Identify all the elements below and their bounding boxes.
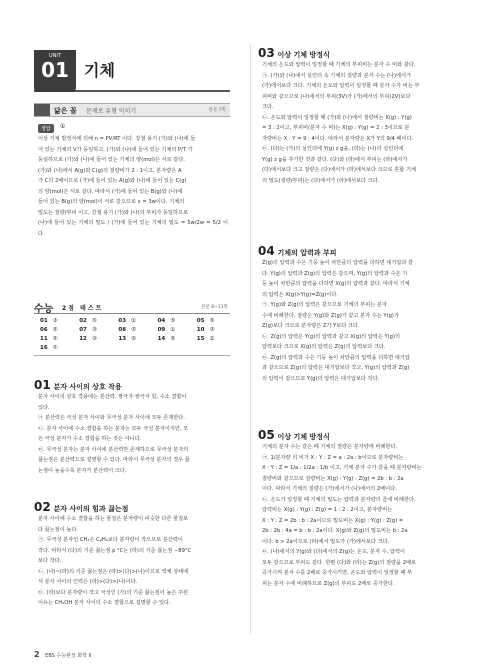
answer-choice: ⑤ (52, 327, 58, 333)
answer-choice: ⑤ (52, 336, 58, 342)
answer-table (34, 300, 230, 356)
question-01-line: ㉠ 분산력은 극성 분자 사이와 무극성 분자 사이에 모두 존재한다. (38, 415, 185, 421)
question-04-line: 수에 비례한다. 질량은 Y(g)와 Z(g)가 같고 분자 수는 Y(g)가 (262, 312, 399, 319)
question-05-line: 이다. b > 2a이므로 (라)에서 밀도가 (가)에서보다 크다. (262, 538, 390, 545)
question-05-line: 이다. 따라서 기체의 질량은 (가)에서가 (나)에서의 2배이다. (262, 486, 397, 492)
answer-choice: ⑤ (131, 336, 136, 342)
answer-cell (34, 345, 73, 351)
chapter-header (34, 50, 230, 92)
question-04-line: Z(g)보다 크므로 분자량은 Z가 Y보다 크다. (262, 323, 360, 329)
question-02-line: ㉢. (라)보다 분자량이 작고 극성인 (가)의 기준 끓는점이 높은 주된 (38, 589, 189, 596)
answer-cell (112, 318, 151, 324)
answer-tag: 정답 (38, 124, 54, 133)
answer-cell (112, 336, 151, 342)
question-03-line: ㉡. 온도와 압력이 일정할 때 (가)와 (나)에서 질량비는 X(g) : Y(g) (262, 114, 412, 121)
question-01-body (38, 392, 228, 476)
question-05-line: ㉠. 1/분자량 의 비가 X : Y : Z = a : 2a : b이므로 분자량비는 (262, 454, 404, 461)
answer-choice: ⑤ (170, 336, 176, 342)
answer-table-header (34, 300, 230, 314)
question-01-line: ㉢. 무극성 분자는 분자 사이에 분산력만 존재하므로 무극성 분자의 (38, 446, 189, 453)
answer-number: 01 (40, 318, 48, 324)
question-03-title: 이상 기체 방정식 (277, 51, 330, 59)
question-01-line: 는점이 높을수록 분자가 분산력이 크다. (38, 467, 127, 474)
chapter-title: 기체 (84, 61, 115, 80)
intro-line: 들어 있는 B(g)의 양(mol)이 서로 같으므로 x = 3w이다. 기체의 (38, 199, 185, 205)
question-04-line: Z(g)의 압력과 수은 기둥 높이 차만큼의 압력을 더하면 대기압과 같 (262, 260, 414, 266)
question-02-line: ㉡. (나)~(라)의 기준 끓는점은 (라)>(다)>(나)이므로 액체 상태에 (38, 568, 189, 575)
answer-number: 10 (196, 327, 205, 333)
answer-choice: ① (131, 318, 136, 324)
answer-choice: ③ (91, 336, 97, 342)
chapter-badge (34, 50, 76, 92)
intro-line: 이상 기체 방정식에 의해 n = PV/RT 이다. 강철 용기 (가)와 (나)에 들 (38, 136, 196, 142)
question-04-line: 압력보다 크므로 X(g)의 압력은 Z(g)의 압력보다 크다. (262, 344, 386, 350)
intro-line: 어 있는 기체의 V가 동일하고, (가)와 (나)에 들어 있는 기체의 P/T 가 (38, 146, 193, 153)
question-02-body (38, 514, 228, 609)
answer-choice: ③ (209, 327, 215, 333)
question-02-heading (34, 500, 128, 514)
question-05-line: X : Y : Z = 1/a : 1/2a : 1/b 이고, 기체 분자 수가 같을 때 분자량비는 (262, 465, 422, 471)
answer-choice: ③ (91, 327, 97, 333)
section-title: 닮은 꼴 (54, 107, 77, 115)
question-05-line: 질량비와 같으므로 질량비는 X(g) : Y(g) : Z(g) = 2b : b : 2a (262, 475, 404, 482)
question-03-line: 크다. (262, 104, 274, 110)
question-01-line: 있다. (38, 404, 50, 411)
section-bar (34, 103, 230, 117)
answer-number: 15 (196, 336, 205, 342)
question-03-line: 자량비는 X : Y = 9 : 4이다. 따라서 분자량은 X가 Y의 9/4 배이다. (262, 135, 414, 142)
answer-choice: ⑤ (131, 327, 136, 333)
answer-value: ① (60, 123, 66, 130)
question-02-line: 보다 작다. (38, 558, 62, 564)
answer-number: 14 (157, 336, 166, 342)
question-03-line: = 3 : 2이고, 부피비(분자 수 비)는 X(g) : Y(g) = 2 : 3이므로 분 (262, 125, 410, 131)
question-04-line: 과 같으므로 Z(g)의 압력은 대기압보다 작고, Y(g)의 압력과 Z(g) (262, 365, 410, 371)
answer-choice: ⑤ (52, 345, 58, 351)
chapter-unit-label: UNIT (49, 53, 61, 59)
question-02-line: 서 분자 사이의 인력은 (라)>(다)>(나)이다. (38, 579, 138, 585)
intro-line: 가 C의 2배이므로 (가)에 들어 있는 A(g)와 (나)에 들어 있는 C(g) (38, 178, 187, 184)
answer-cell (191, 327, 230, 333)
answer-table-label: 2점 테스트 (62, 305, 104, 312)
question-03-body (262, 60, 467, 186)
answer-number: 06 (40, 327, 48, 333)
answer-choice: ⑤ (170, 318, 176, 324)
question-05-line: X : Y : Z = 2b : b : 2a이므로 밀도비는 X(g) : Y(g) : Z(g) = (262, 517, 404, 524)
question-04-title: 기체의 압력과 부피 (277, 249, 337, 257)
question-02-line: ㉠. 무극성 분자인 CH₄은 C₂H₆보다 분자량이 작으므로 분산력이 (38, 537, 183, 543)
answer-choice: ⑤ (209, 318, 215, 324)
question-01-line: 끓는점은 분산력으로 설명할 수 있다. 따라서 무극성 분자의 경우 끓 (38, 457, 190, 463)
intro-explanation (38, 134, 228, 239)
question-05-title: 이상 기체 방정식 (277, 433, 330, 441)
answer-table-badge: 수능 (34, 304, 54, 315)
answer-number: 13 (118, 336, 127, 342)
intro-line: 의 양(mol)은 서로 같다. 따라서 (가)에 들어 있는 B(g)와 (나)에 (38, 188, 183, 195)
answer-number: 12 (79, 336, 87, 342)
question-04-line: ㉠. Y(g)와 Z(g)의 압력은 같으므로 기체의 부피는 분자 (262, 302, 387, 308)
section-subtitle: 문제로 유형 익히기 (86, 108, 137, 115)
answer-number: 03 (118, 318, 127, 324)
answer-cell (34, 327, 73, 333)
answer-choice: ② (209, 336, 215, 342)
page-number: 2 (34, 650, 40, 659)
question-05-line: 기체의 분자 수는 같은 때 기체의 질량은 분자량에 비례한다. (262, 444, 398, 450)
answer-number: 16 (40, 345, 48, 351)
intro-line: 동일하므로 (가)와 (나)에 들어 있는 기체의 양(mol)은 서로 같다. (38, 157, 185, 163)
answer-cell (152, 336, 191, 342)
section-page-ref: 본문 7쪽 (208, 108, 226, 113)
question-04-heading (258, 244, 336, 258)
answer-grid (34, 314, 230, 356)
answer-cell (73, 327, 112, 333)
question-05-heading (258, 428, 330, 442)
answer-cell (73, 318, 112, 324)
question-04-number: 04 (258, 244, 275, 258)
answer-cell (112, 327, 151, 333)
answer-number: 07 (79, 327, 87, 333)
question-03-line: 피비와 같으므로 (나)에서의 부피(3V)가 (가)에서의 부피(2V)보다 (262, 93, 411, 100)
question-01-line: 분자 사이의 상호 작용에는 분산력, 쌍극자·쌍극자 힘, 수소 결합이 (38, 394, 187, 400)
question-04-line: 의 압력은 X(g)>Y(g)=Z(g)이다. (262, 291, 339, 298)
question-05-line: 2b : 2b : 4a = b : b : 2a이다. X(g)와 Z(g)의 밀도비는 b : 2a (262, 528, 408, 534)
answer-choice: ③ (52, 318, 58, 324)
question-03-line: ㉠. (가)와 (나)에서 실린더 속 기체의 질량과 분자 수는 (나)에서가 (262, 72, 412, 79)
answer-number: 08 (118, 327, 127, 333)
section-bar-marker (34, 104, 50, 116)
question-04-body (262, 258, 467, 384)
question-04-line: 둥 높이 차만큼의 압력을 더하면 X(g)의 압력과 같다. 따라서 기체 (262, 281, 410, 287)
question-02-line: 분자 사이에 수소 결합을 하는 물질은 분자량이 비슷한 다른 물질보 (38, 516, 189, 522)
question-03-number: 03 (258, 46, 275, 60)
question-01-title: 분자 사이의 상호 작용 (53, 383, 122, 391)
question-05-line: 모두 같으므로 부피도 같다. 한편 (다)와 (라)는 Z(g)의 질량을 2배로 (262, 559, 417, 566)
question-03-line: 의 밀도(질량/부피)는 (다)에서가 (라)에서보다 크다. (262, 177, 380, 184)
question-01-number: 01 (34, 378, 51, 392)
answer-cell (191, 336, 230, 342)
question-05-line: 증가시켜 분자 수를 2배로 증가시키면, 온도와 압력이 일정할 때 부 (262, 570, 413, 576)
question-05-line: ㉢. (나)에서의 Y(g)와 (다)에서의 Z(g)는 온도, 분자 수, 압력이 (262, 549, 406, 555)
question-03-line: (다)에서보다 크고 질량은 (다)에서가 (라)에서보다 크므로 혼합 기체 (262, 167, 416, 173)
question-01-line: ㉡. 분자 사이에 수소 결합을 하는 분자는 모두 극성 분자이지만, 모 (38, 425, 189, 432)
answer-cell (34, 318, 73, 324)
question-03-line: Y(g) z g을 추가한 것과 같다. (다)와 (라)에서 부피는 (라)에서가 (262, 156, 408, 163)
answer-cell (34, 336, 73, 342)
answer-number: 02 (79, 318, 87, 324)
chapter-number: 01 (41, 58, 69, 82)
answer-choice: ① (170, 327, 176, 333)
intro-line: 밀도는 질량/부피 이고, 강철 용기 (가)와 (나)의 부피가 동일하므로 (38, 209, 188, 216)
question-02-line: 작다. 따라서 (다)의 기준 끓는점 p °C는 (라)의 기준 끓는점 −89°C (38, 547, 192, 554)
answer-number: 11 (40, 336, 48, 342)
question-05-line: 압력비는 X(g) : Y(g) : Z(g) = 1 : 2 : 2이고, 분자량비는 (262, 507, 393, 513)
question-04-line: 다. Y(g)의 압력과 Z(g)의 압력은 같으며, Y(g)의 압력과 수은 기 (262, 270, 408, 277)
page-footer (34, 650, 91, 659)
question-03-line: (가)에서보다 크다. 기체의 온도와 압력이 일정할 때 분자 수가 비는 부 (262, 83, 420, 89)
question-03-heading (258, 46, 330, 60)
question-01-line: 든 극성 분자가 수소 결합을 하는 것은 아니다. (38, 436, 142, 442)
question-02-title: 분자 사이의 힘과 끓는점 (53, 505, 129, 513)
question-02-line: 이유는 CH₃OH 분자 사이의 수소 결합으로 설명할 수 있다. (38, 600, 171, 606)
answer-cell (152, 327, 191, 333)
answer-number: 09 (157, 327, 166, 333)
answer-number: 04 (157, 318, 166, 324)
answer-table-meta: 본문 8~11쪽 (201, 305, 228, 310)
answer-number: 05 (196, 318, 205, 324)
question-05-number: 05 (258, 428, 275, 442)
question-04-line: ㉡. Z(g)의 압력은 Y(g)의 압력과 같고 X(g)의 압력은 Y(g)의 (262, 333, 401, 340)
question-02-line: 다 끓는점이 높다. (38, 526, 79, 533)
question-05-body (262, 442, 467, 589)
question-05-line: ㉡. 온도가 일정할 때 기체의 밀도는 압력과 분자량의 곱에 비례한다. (262, 496, 416, 503)
question-04-line: 의 압력이 같으므로 Y(g)의 압력은 대기압보다 작다. (262, 375, 380, 382)
footer-text: EBS 수능완성 화학 Ⅱ (45, 653, 92, 659)
intro-line: (나)에 들어 있는 기체의 밀도 / (가)에 들어 있는 기체의 밀도 = 5w/2w = 5/2 이다. (38, 220, 228, 237)
intro-line: (가)와 (나)에서 A(g)와 C(g)의 질량비가 2 : 1이고, 분자량은 A (38, 167, 182, 174)
answer-cell (152, 318, 191, 324)
answer-cell (191, 318, 230, 324)
column-divider (250, 44, 251, 634)
question-02-number: 02 (34, 500, 51, 514)
question-01-heading (34, 378, 122, 392)
question-04-line: ㉢. Z(g)의 압력과 수은 기둥 높이 차만큼의 압력을 더하면 대기압 (262, 354, 410, 361)
question-03-line: 기체의 온도와 압력이 일정할 때 기체의 부피비는 분자 수 비와 같다. (262, 62, 416, 68)
answer-cell (73, 336, 112, 342)
answer-choice: ⑤ (91, 318, 97, 324)
question-05-line: 피는 분자 수에 비례하므로 Z(g)의 부피도 2배로 증가한다. (262, 580, 395, 587)
question-03-line: ㉢. (다)는 (가)의 실린더에 Y(g) z g을, (라)는 (나)의 실린더에 (262, 146, 404, 152)
